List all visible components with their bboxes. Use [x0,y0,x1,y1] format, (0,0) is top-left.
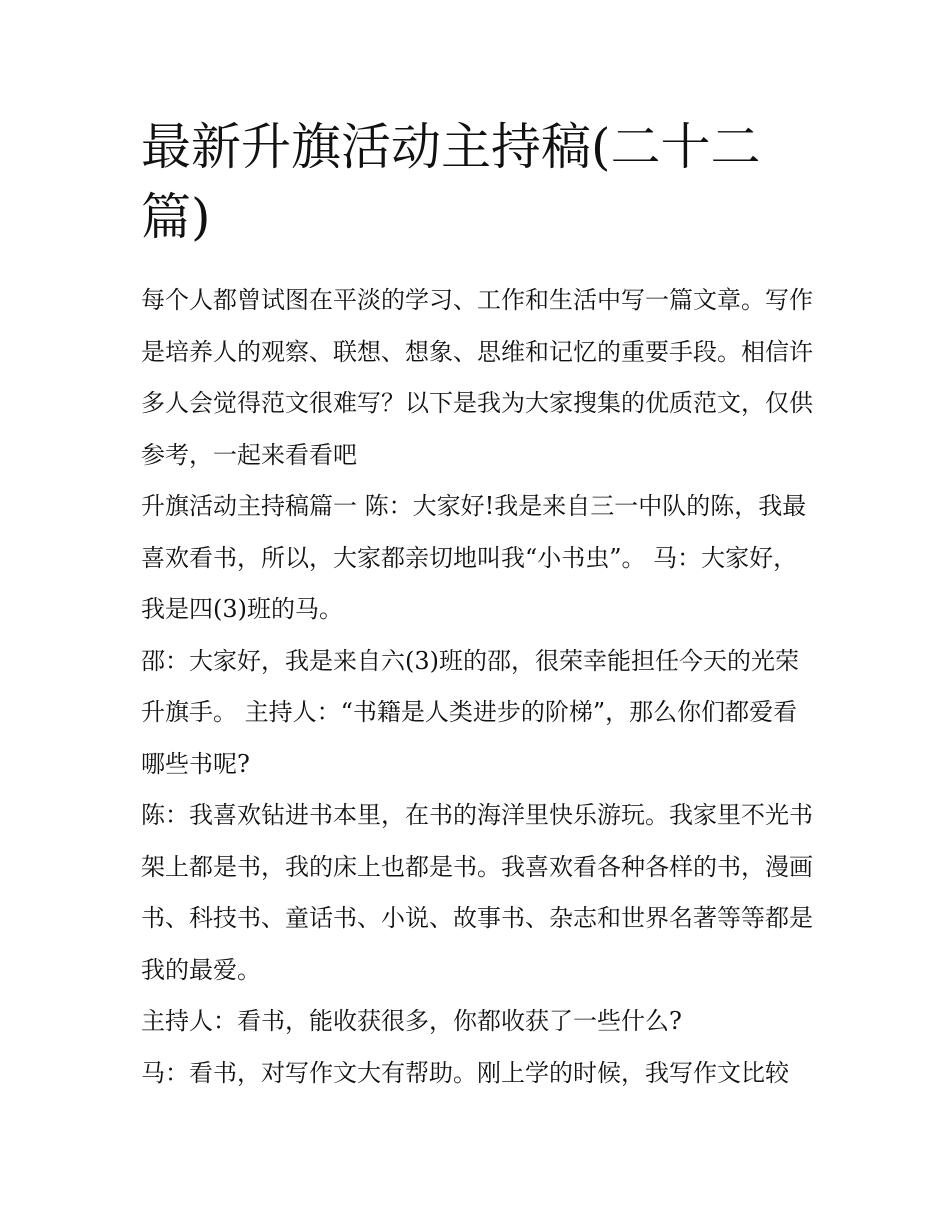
body-paragraph: 邵：大家好，我是来自六(3)班的邵，很荣幸能担任今天的光荣升旗手。 主持人：“书籍是人类进步的阶梯”，那么你们都爱看哪些书呢? [141,646,799,778]
intro-paragraph: 每个人都曾试图在平淡的学习、工作和生活中写一篇文章。写作是培养人的观察、联想、想象、思维和记忆的重要手段。相信许多人会觉得范文很难写？以下是我为大家搜集的优质范文，仅供参考，一起来看看吧 [141,286,813,469]
body-paragraph: 升旗活动主持稿篇一 陈：大家好!我是来自三一中队的陈，我最喜欢看书，所以，大家都亲切地叫我“小书虫”。 马：大家好，我是四(3)班的马。 [141,492,807,623]
body-paragraph: 主持人：看书，能收获很多，你都收获了一些什么? [141,1007,682,1035]
document-title: 最新升旗活动主持稿(二十二篇) [141,118,761,246]
body-paragraph: 陈：我喜欢钻进书本里，在书的海洋里快乐游玩。我家里不光书架上都是书，我的床上也都是书。我喜欢看各种各样的书，漫画书、科技书、童话书、小说、故事书、杂志和世界名著等等都是我的最爱。 [141,801,813,984]
document-body [141,112,813,1099]
body-paragraph: 马：看书，对写作文大有帮助。刚上学的时候，我写作文比较 [141,1058,789,1087]
